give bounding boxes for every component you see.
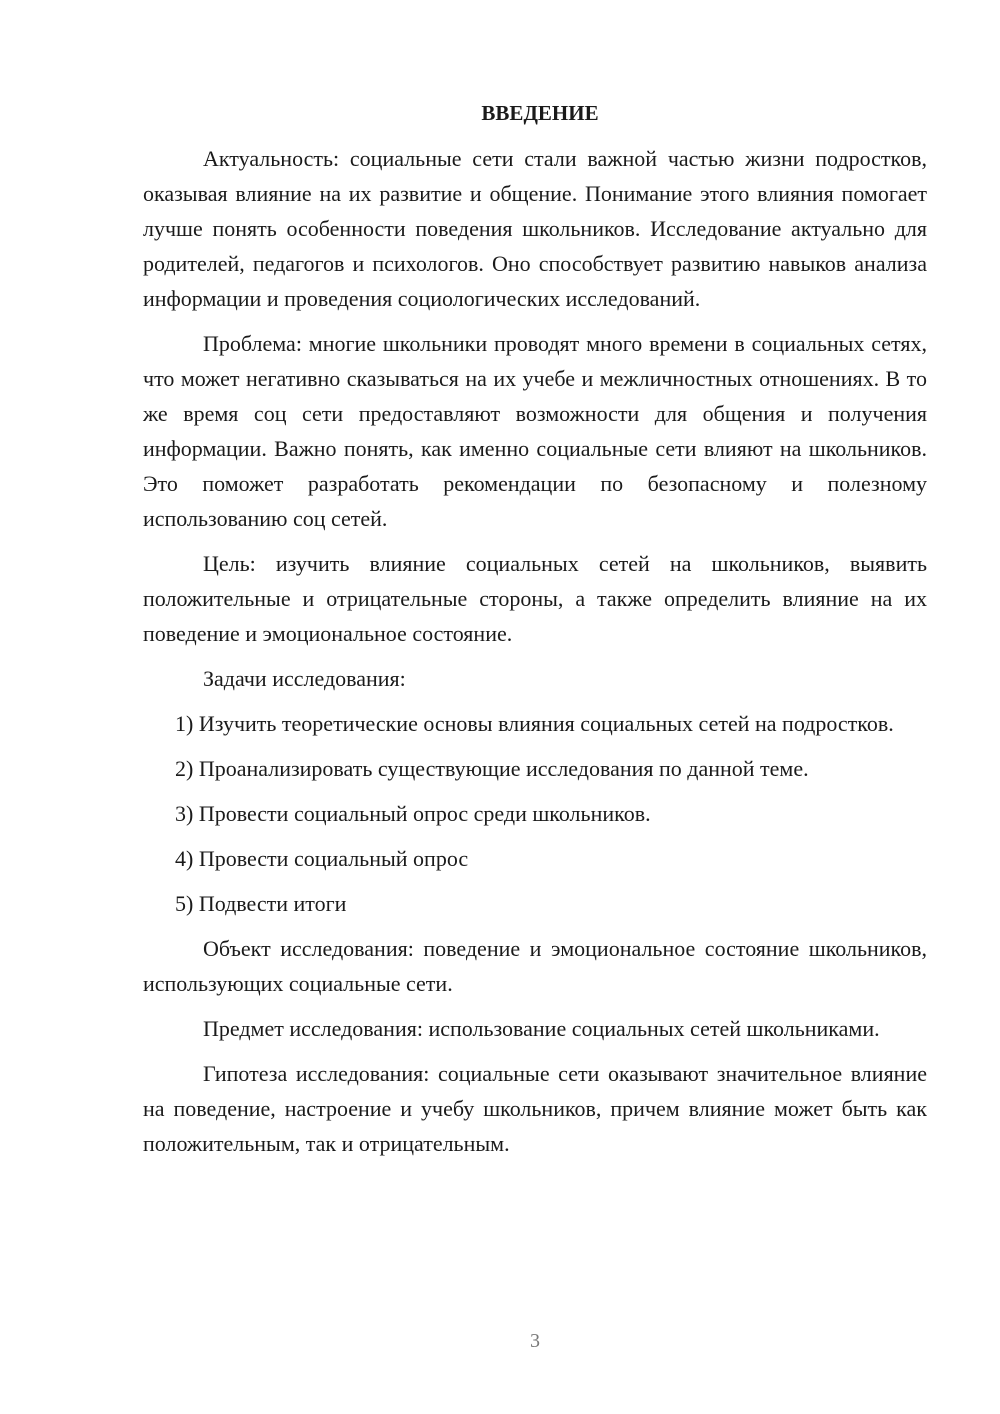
task-item-5: 5) Подвести итоги — [175, 891, 347, 916]
task-item-1: 1) Изучить теоретические основы влияния социальных сетей на подростков. — [175, 711, 894, 736]
section-title: ВВЕДЕНИЕ — [481, 101, 599, 125]
task-item-2: 2) Проанализировать существующие исследования по данной теме. — [175, 756, 809, 781]
paragraph-object: Объект исследования: поведение и эмоциональное состояние школьников, использующих социальные сети. — [143, 936, 927, 996]
paragraph-subject: Предмет исследования: использование социальных сетей школьниками. — [203, 1016, 880, 1041]
paragraph-hypothesis: Гипотеза исследования: социальные сети оказывают значительное влияние на поведение, настроение и учебу школьников, причем влияние может быть как положительным, так и отрицательным. — [143, 1061, 927, 1156]
paragraph-goal: Цель: изучить влияние социальных сетей на школьников, выявить положительные и отрицательные стороны, а также определить влияние на их поведение и эмоциональное состояние. — [143, 551, 927, 646]
tasks-heading: Задачи исследования: — [203, 666, 406, 691]
page-number: 3 — [530, 1330, 540, 1352]
task-item-3: 3) Провести социальный опрос среди школьников. — [175, 801, 651, 826]
paragraph-problem: Проблема: многие школьники проводят много времени в социальных сетях, что может негативно сказываться на их учебе и межличностных отношениях. В то же время соц сети предоставляют возможности для общения и получения информации. Важно понять, как именно социальные сети влияют на школьников. Это поможет разработать рекомендации по безопасному и полезному использованию соц сетей. — [143, 331, 927, 531]
paragraph-relevance: Актуальность: социальные сети стали важной частью жизни подростков, оказывая влияние на их развитие и общение. Понимание этого влияния помогает лучше понять особенности поведения школьников. Исследование актуально для родителей, педагогов и психологов. Оно способствует развитию навыков анализа информации и проведения социологических исследований. — [143, 146, 927, 311]
task-item-4: 4) Провести социальный опрос — [175, 846, 469, 871]
page-content — [143, 96, 927, 1171]
